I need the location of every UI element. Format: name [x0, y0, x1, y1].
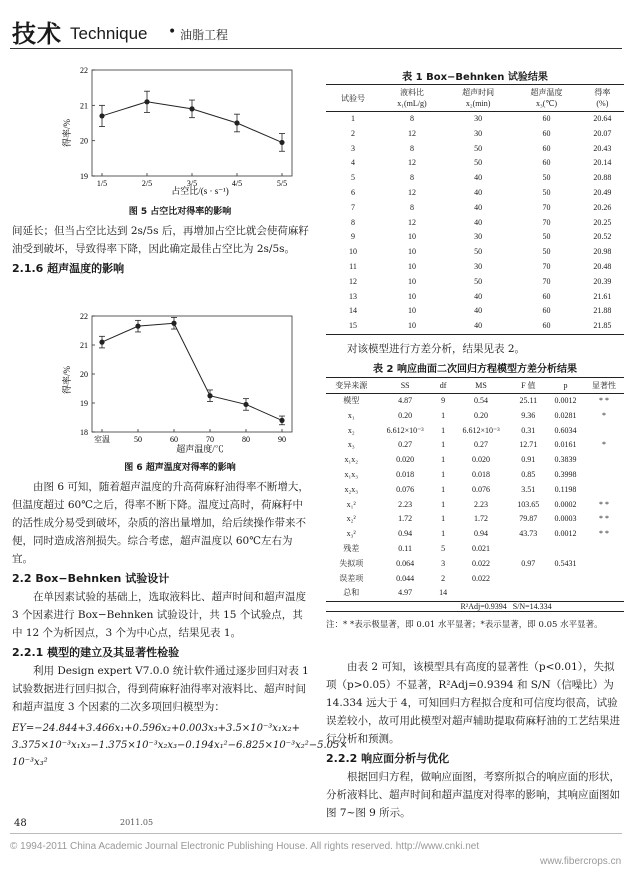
table-cell: 43.73 — [519, 529, 538, 539]
table-cell: 50 — [474, 143, 483, 153]
table-cell: 20.14 — [593, 158, 612, 168]
table-cell: 0.021 — [472, 543, 491, 553]
table-cell: 10 — [407, 276, 416, 286]
table-cell: 30 — [474, 232, 483, 242]
regression-equation — [12, 720, 348, 771]
table-cell — [547, 542, 584, 557]
table2 — [326, 377, 624, 632]
table-cell: 5 — [441, 543, 446, 553]
table-cell: 1 — [441, 529, 446, 539]
y-tick-label: 19 — [80, 399, 88, 408]
table1 — [326, 84, 624, 335]
table-cell: 误差项 — [339, 573, 364, 583]
table-cell: 9.36 — [521, 410, 536, 420]
y-tick-label: 20 — [80, 136, 88, 146]
table-cell: 6.612×10⁻³ — [462, 425, 500, 435]
table-cell: 6 — [351, 187, 356, 197]
column-header: p — [547, 378, 584, 394]
table-cell — [584, 468, 624, 483]
table-cell: 50 — [542, 187, 551, 197]
data-point — [189, 106, 194, 111]
table-cell: 70 — [542, 276, 551, 286]
copyright: © 1994-2011 China Academic Journal Electronic Publishing House. All rights reserved. http://www.cnki.net — [10, 841, 480, 852]
x-tick-label: 60 — [170, 435, 178, 444]
table-row — [326, 275, 624, 290]
table-cell: 模型 — [343, 396, 360, 405]
table-cell — [584, 483, 624, 498]
header-rule — [10, 48, 622, 49]
table-row — [326, 483, 624, 498]
table-cell: 5 — [351, 173, 356, 183]
data-point — [234, 120, 239, 125]
table-cell: 4 — [351, 158, 356, 168]
table-cell: 0.020 — [396, 455, 415, 465]
paragraph: 对该模型进行方差分析，结果见表 2。 — [347, 343, 526, 355]
table-row — [326, 527, 624, 542]
table-cell: 1 — [441, 425, 446, 435]
table-cell: 0.3998 — [554, 469, 577, 479]
table-cell: 0.018 — [396, 469, 415, 479]
table2-caption: 表 2 响应曲面二次回归方程模型方差分析结果 — [373, 364, 577, 375]
table-cell: 1 — [441, 514, 446, 524]
table-cell: 3 — [351, 143, 356, 153]
table-cell: 1 — [441, 455, 446, 465]
header-bullet: • — [168, 24, 177, 40]
table-cell: 0.6034 — [554, 425, 577, 435]
x-tick-label: 3/5 — [186, 179, 198, 188]
table-cell — [547, 572, 584, 587]
fig6-xlabel: 超声温度/℃ — [176, 444, 224, 454]
column-header: MS — [452, 378, 509, 394]
table-row — [326, 468, 624, 483]
table-cell — [510, 572, 547, 587]
table-cell: * — [602, 410, 607, 420]
column-header: df — [434, 378, 453, 394]
table-cell: 0.0003 — [554, 514, 577, 524]
table-cell — [510, 586, 547, 601]
table-cell: 8 — [409, 143, 414, 153]
data-point — [279, 418, 284, 423]
table-cell: 0.018 — [472, 469, 491, 479]
table-cell: 9 — [441, 396, 446, 405]
table-cell: 11 — [349, 261, 357, 271]
x-tick-label: 室温 — [94, 435, 110, 444]
table-cell: 20.98 — [593, 247, 612, 257]
table-cell: 60 — [542, 128, 551, 138]
table-cell: 2.23 — [474, 499, 489, 509]
y-tick-label: 22 — [80, 66, 88, 75]
table-cell — [584, 572, 624, 587]
column-header: 超声时间 x₂(min) — [444, 85, 512, 112]
table-cell: 60 — [542, 306, 551, 316]
table-cell: x₂ — [347, 425, 355, 435]
table-cell: 0.022 — [472, 558, 491, 568]
table-row — [326, 142, 624, 157]
table-cell: 40 — [474, 173, 483, 183]
table-cell — [584, 557, 624, 572]
table-footer-row — [326, 602, 624, 612]
table-cell: 8 — [409, 173, 414, 183]
table-cell: 0.3839 — [554, 455, 577, 465]
table-cell: 3 — [441, 558, 446, 568]
table-cell: 0.11 — [398, 543, 412, 553]
data-point — [243, 402, 248, 407]
table1-caption: 表 1 Box−Behnken 试验结果 — [402, 72, 548, 83]
r2-adj: R²Adj=0.9394 — [326, 602, 510, 612]
table-cell: 6.612×10⁻³ — [386, 425, 424, 435]
table-row — [326, 438, 624, 453]
x-tick-label: 4/5 — [231, 179, 243, 188]
table-cell: x₃ — [347, 440, 355, 450]
signal-to-noise: S/N=14.334 — [510, 602, 624, 612]
equation-line: 10⁻³x₃² — [12, 757, 48, 768]
table-cell: 8 — [409, 114, 414, 123]
table-cell: 2 — [441, 573, 446, 583]
column-header: 液料比 x₁(mL/g) — [380, 85, 444, 112]
table-cell — [584, 542, 624, 557]
table-cell: 20.39 — [593, 276, 612, 286]
table-cell: 0.022 — [472, 573, 491, 583]
table-cell: 70 — [542, 261, 551, 271]
table-cell: x₁x₃ — [344, 469, 359, 479]
table-cell: 2 — [351, 128, 356, 138]
table-cell: 20.43 — [593, 143, 612, 153]
table-cell: 12 — [407, 128, 416, 138]
plot-frame — [92, 70, 292, 176]
table-row — [326, 572, 624, 587]
fig5-ylabel: 得率/% — [62, 119, 72, 147]
table-cell: 10 — [407, 321, 416, 331]
table-cell: 14 — [439, 588, 448, 598]
column-header: 显著性 — [584, 378, 624, 394]
table-cell: 10 — [407, 306, 416, 316]
table-cell: 8 — [409, 202, 414, 212]
table-cell: 14 — [349, 306, 358, 316]
x-tick-label: 90 — [278, 435, 286, 444]
paragraph: 间延长；但当占空比达到 2s/5s 后，再增加占空比就会使荷麻籽油受到破坏，导致得率下降，因此确定最佳占空比为 2s/5s。 — [12, 225, 309, 255]
table-cell: 1 — [441, 499, 446, 509]
table-cell: x₁x₂ — [344, 455, 359, 465]
table-cell: 10 — [349, 247, 358, 257]
data-point — [144, 99, 149, 104]
table-cell: 50 — [474, 247, 483, 257]
table-cell: 21.88 — [593, 306, 612, 316]
fig6-ylabel: 得率/% — [62, 366, 72, 394]
table-cell: 1 — [441, 484, 446, 494]
column-header: 超声温度 x₃(℃) — [512, 85, 580, 112]
table-cell: 50 — [542, 247, 551, 257]
table-cell: 20.26 — [593, 202, 612, 212]
table-cell: 0.20 — [398, 410, 413, 420]
table-cell: 0.1198 — [554, 484, 577, 494]
table-cell: 25.11 — [519, 396, 538, 405]
issue-date: 2011.05 — [120, 818, 154, 827]
series-line — [102, 323, 282, 420]
table-row — [326, 498, 624, 513]
table-row — [326, 186, 624, 201]
table-cell: 3.51 — [521, 484, 536, 494]
table-cell: 12 — [349, 276, 358, 286]
table-cell: 1 — [441, 410, 446, 420]
table-cell: * — [602, 440, 607, 450]
x-tick-label: 1/5 — [96, 179, 108, 188]
table-cell: 0.85 — [521, 469, 536, 479]
table-cell: 20.49 — [593, 187, 612, 197]
table-cell: 20.52 — [593, 232, 612, 242]
data-point — [135, 324, 140, 329]
table-cell: 12.71 — [519, 440, 538, 450]
x-tick-label: 2/5 — [141, 179, 153, 188]
table-row — [326, 156, 624, 171]
table-cell: 0.020 — [472, 455, 491, 465]
right-intro — [326, 340, 624, 358]
left-column-lower — [12, 478, 348, 771]
fig6-caption: 图 6 超声温度对得率的影响 — [124, 463, 236, 473]
table-cell: x₂x₃ — [344, 484, 359, 494]
table-row — [326, 319, 624, 334]
table-cell: 总和 — [343, 588, 360, 598]
table-cell — [584, 424, 624, 439]
table-cell: 40 — [474, 291, 483, 301]
table-cell: 10 — [407, 247, 416, 257]
table-cell: 0.076 — [472, 484, 491, 494]
table-cell: 失拟项 — [339, 558, 364, 568]
table-cell: 0.54 — [474, 396, 489, 405]
paragraph: 在单因素试验的基础上，选取液料比、超声时间和超声温度 3 个因素进行 Box−Behnken 试验设计，共 15 个试验点，其中 12 个为析因点，3 个为中心点，结果见表 1。 — [12, 591, 306, 639]
table-cell: 50 — [542, 173, 551, 183]
table-cell: 103.65 — [517, 499, 540, 509]
table-cell: 20.88 — [593, 173, 612, 183]
table-cell — [452, 586, 509, 601]
fig5-xlabel: 占空比/(s · s⁻¹) — [171, 186, 229, 196]
table-cell: 0.94 — [474, 529, 489, 539]
table-cell: 4.87 — [398, 396, 413, 405]
equation-line: EY=−24.844+3.466x₁+0.596x₂+0.003x₃+3.5×10⁻³x₁x₂+ — [12, 723, 300, 734]
table-cell: 9 — [351, 232, 356, 242]
column-header: 试验号 — [326, 85, 380, 112]
table-cell: 0.044 — [396, 573, 415, 583]
watermark: www.fibercrops.cn — [540, 856, 622, 867]
table-row — [326, 453, 624, 468]
left-column-upper — [12, 222, 312, 278]
table-cell: 60 — [542, 143, 551, 153]
table-cell: 0.20 — [474, 410, 489, 420]
y-tick-label: 19 — [80, 172, 88, 181]
table-cell — [510, 542, 547, 557]
table-cell: 30 — [474, 261, 483, 271]
table-cell: 0.064 — [396, 558, 415, 568]
table-cell: * * — [599, 396, 610, 405]
table-cell: 12 — [407, 187, 416, 197]
table-cell: 79.87 — [519, 514, 538, 524]
table-cell: x₁² — [346, 499, 356, 509]
table-cell: 10 — [407, 291, 416, 301]
figure-6-chart — [60, 308, 300, 456]
table-cell: 13 — [349, 291, 358, 301]
table-row — [326, 542, 624, 557]
data-point — [171, 321, 176, 326]
table-cell: 0.31 — [521, 425, 536, 435]
data-point — [99, 113, 104, 118]
x-tick-label: 80 — [242, 435, 250, 444]
table-cell: 0.076 — [396, 484, 415, 494]
table-cell: 1 — [441, 469, 446, 479]
table-cell: 4.97 — [398, 588, 413, 598]
table-cell: 20.48 — [593, 261, 612, 271]
table-header-row — [326, 85, 624, 112]
y-tick-label: 18 — [80, 428, 88, 437]
data-point — [207, 393, 212, 398]
page-number: 48 — [14, 818, 27, 829]
heading-2-2-1: 2.2.1 模型的建立及其显著性检验 — [12, 646, 180, 659]
footer-rule — [10, 833, 622, 834]
table-cell: 50 — [474, 158, 483, 168]
x-tick-label: 5/5 — [276, 179, 288, 188]
table-cell: 0.91 — [521, 455, 536, 465]
table-row — [326, 557, 624, 572]
table-cell: 20.64 — [593, 114, 612, 123]
table-row — [326, 260, 624, 275]
y-tick-label: 22 — [80, 312, 88, 321]
y-tick-label: 20 — [80, 370, 88, 379]
table-cell: 50 — [542, 232, 551, 242]
table-cell: 20.07 — [593, 128, 612, 138]
table-cell: x₃² — [346, 529, 356, 539]
column-header: 变异来源 — [326, 378, 376, 394]
table-row — [326, 586, 624, 601]
table-cell: 21.61 — [593, 291, 612, 301]
paragraph: 根据回归方程，做响应面图，考察所拟合的响应面的形状，分析液料比、超声时间和超声温度对得率的影响，其响应面图如图 7~图 9 所示。 — [326, 771, 620, 819]
data-point — [99, 340, 104, 345]
table-cell: 0.0281 — [554, 410, 577, 420]
journal-section: 油脂工程 — [180, 28, 229, 42]
y-tick-label: 21 — [80, 101, 88, 111]
table-cell: * * — [599, 514, 610, 524]
paragraph: 利用 Design expert V7.0.0 统计软件通过逐步回归对表 1 试验数据进行回归拟合，得到荷麻籽油得率对液料比、超声时间和超声温度 3 个因素的二次多项回归模型为： — [12, 665, 309, 713]
section-title-cn: 技术 — [12, 20, 62, 48]
table-row — [326, 409, 624, 424]
table-cell: 60 — [542, 321, 551, 331]
table-cell: 8 — [351, 217, 356, 227]
equation-line: 3.375×10⁻³x₁x₃−1.375×10⁻³x₂x₃−0.194x₁²−6.825×10⁻³x₂²−5.05× — [12, 740, 348, 751]
right-column-text — [326, 658, 624, 822]
table-cell: 10 — [407, 232, 416, 242]
table-row — [326, 512, 624, 527]
table-cell: 60 — [542, 114, 551, 123]
table-cell: 70 — [542, 202, 551, 212]
y-tick-label: 21 — [80, 341, 88, 350]
table-cell: 残差 — [343, 543, 360, 553]
table-cell: 0.0012 — [554, 529, 577, 539]
table-row — [326, 394, 624, 409]
heading-2-2: 2.2 Box−Behnken 试验设计 — [12, 572, 170, 585]
heading-2-2-2: 2.2.2 响应面分析与优化 — [326, 752, 450, 765]
table-cell: 60 — [542, 291, 551, 301]
table-cell — [547, 586, 584, 601]
table2-note: 注：* *表示极显著，即 0.01 水平显著；*表示显著，即 0.05 水平显著。 — [326, 620, 603, 631]
table-cell: 40 — [474, 187, 483, 197]
table-cell: 70 — [542, 217, 551, 227]
table-row — [326, 127, 624, 142]
table-cell: 2.23 — [398, 499, 413, 509]
table-cell: 21.85 — [593, 321, 612, 331]
table-row — [326, 230, 624, 245]
table-cell: 60 — [542, 158, 551, 168]
table-cell: 0.0002 — [554, 499, 577, 509]
x-tick-label: 50 — [134, 435, 142, 444]
table-cell: 0.97 — [521, 558, 536, 568]
table-row — [326, 290, 624, 305]
table-cell: 20.25 — [593, 217, 612, 227]
table-cell: 1 — [351, 114, 356, 123]
table-cell: 1.72 — [398, 514, 413, 524]
table-cell — [584, 586, 624, 601]
table-cell: 40 — [474, 306, 483, 316]
table-row — [326, 171, 624, 186]
table-cell: x₂² — [346, 514, 356, 524]
table-cell: 1 — [441, 440, 446, 450]
table-row — [326, 201, 624, 216]
fig5-caption: 图 5 占空比对得率的影响 — [128, 207, 232, 217]
x-tick-label: 70 — [206, 435, 214, 444]
table-cell — [584, 453, 624, 468]
table-row — [326, 245, 624, 260]
column-header: 得率 (%) — [581, 85, 624, 112]
table-cell: 10 — [407, 261, 416, 271]
table-cell: 12 — [407, 217, 416, 227]
table-cell: 7 — [351, 202, 356, 212]
figure-5-chart — [60, 58, 300, 198]
table-cell: 30 — [474, 114, 483, 123]
column-header: F 值 — [510, 378, 547, 394]
table-cell: 30 — [474, 128, 483, 138]
heading-2-1-6: 2.1.6 超声温度的影响 — [12, 262, 125, 275]
table-cell: 50 — [474, 276, 483, 286]
table-cell: 0.0161 — [554, 440, 577, 450]
table-row — [326, 304, 624, 319]
data-point — [279, 140, 284, 145]
table-cell: x₁ — [347, 410, 355, 420]
table-cell: 40 — [474, 217, 483, 227]
table-cell: 0.27 — [398, 440, 413, 450]
table-row — [326, 424, 624, 439]
table-cell: 40 — [474, 202, 483, 212]
table-cell: 40 — [474, 321, 483, 331]
paragraph: 由表 2 可知，该模型具有高度的显著性（p<0.01），失拟项（p>0.05）不显著，R²Adj=0.9394 和 S/N（信噪比）为 14.334 远大于 4，可知回归方程拟合度和可信度均很高，试验误差较小，故可用此模型对超声辅助提取荷麻籽油的工艺结果进行分析和预测。 — [326, 661, 620, 745]
table-cell: 0.0012 — [554, 396, 577, 405]
table-cell: 15 — [349, 321, 358, 331]
section-title-en: Technique — [70, 24, 148, 43]
table-cell: 0.5431 — [554, 558, 577, 568]
column-header: SS — [376, 378, 433, 394]
table-cell: 0.27 — [474, 440, 489, 450]
table-cell: 12 — [407, 158, 416, 168]
table-cell: 0.94 — [398, 529, 413, 539]
table-cell: * * — [599, 499, 610, 509]
table-row — [326, 216, 624, 231]
table-row — [326, 112, 624, 127]
table-cell: 1.72 — [474, 514, 489, 524]
table-cell: * * — [599, 529, 610, 539]
table-header-row — [326, 378, 624, 394]
paragraph: 由图 6 可知，随着超声温度的升高荷麻籽油得率不断增大，但温度超过 60℃之后，得率不断下降。温度过高时，荷麻籽中的活性成分易受到破坏，杂质的溶出量增加，给后续操作带来不便，同时造成溶剂损失。综合考虑，超声温度以 60℃左右为宜。 — [12, 481, 309, 565]
